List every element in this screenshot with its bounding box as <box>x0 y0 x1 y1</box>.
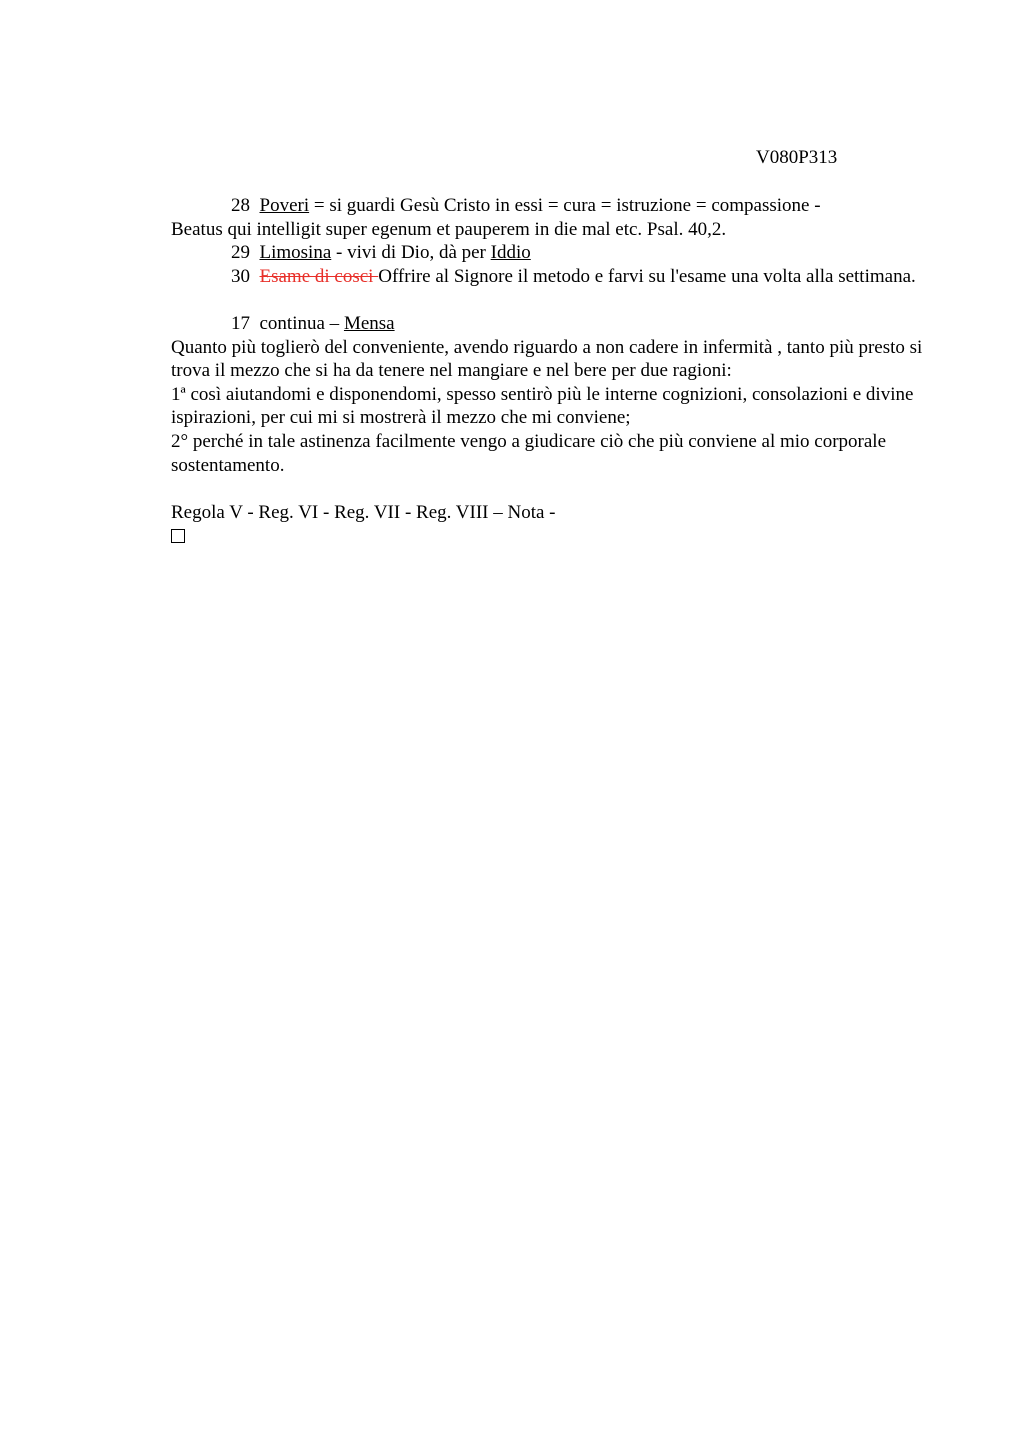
item-17-term: Mensa <box>343 312 395 334</box>
square-outline-icon <box>171 524 931 550</box>
item-30-text: Offrire al Signore il metodo e farvi su l'esame una volta alla settimana. <box>378 265 916 287</box>
item-29-term: Limosina <box>259 242 332 264</box>
item-28-term: Poveri <box>259 195 310 216</box>
item-29-text: - vivi di Dio, dà per <box>331 242 491 264</box>
item-28-number: 28 <box>231 195 250 216</box>
item-30-struck-text: Esame di cosci <box>259 265 379 287</box>
rules-line: Regola V - Reg. VI - Reg. VII - Reg. VIII – Nota - <box>171 501 556 523</box>
document-body <box>171 194 931 550</box>
item-28-text: = si guardi Gesù Cristo in essi = cura = istruzione = compassione - <box>309 195 821 216</box>
item-17-paragraph-3: 2° perché in tale astinenza facilmente vengo a giudicare ciò che più conviene al mio corporale sostentamento. <box>171 430 887 476</box>
item-17-paragraph-1: Quanto più toglierò del conveniente, avendo riguardo a non cadere in infermità , tanto più presto si trova il mezzo che si ha da tenere nel mangiare e nel bere per due ragioni: <box>171 336 923 382</box>
spacer <box>171 477 931 501</box>
item-29-term2: Iddio <box>490 242 531 264</box>
item-17-prefix: continua – <box>259 312 344 334</box>
item-30-number: 30 <box>231 265 250 287</box>
item-17-heading <box>171 312 931 336</box>
item-30 <box>171 265 931 289</box>
spacer <box>171 288 931 312</box>
item-28 <box>171 194 931 241</box>
item-17-number: 17 <box>231 312 250 334</box>
page-id: V080P313 <box>756 147 838 168</box>
item-28-citation: Beatus qui intelligit super egenum et pauperem in die mal etc. Psal. 40,2. <box>171 218 727 240</box>
item-29 <box>171 241 931 265</box>
item-17-paragraph-2: 1ª così aiutandomi e disponendomi, spesso sentirò più le interne cognizioni, consolazioni e divine ispirazioni, per cui mi si mostrerà il mezzo che mi conviene; <box>171 383 914 429</box>
item-29-number: 29 <box>231 242 250 264</box>
